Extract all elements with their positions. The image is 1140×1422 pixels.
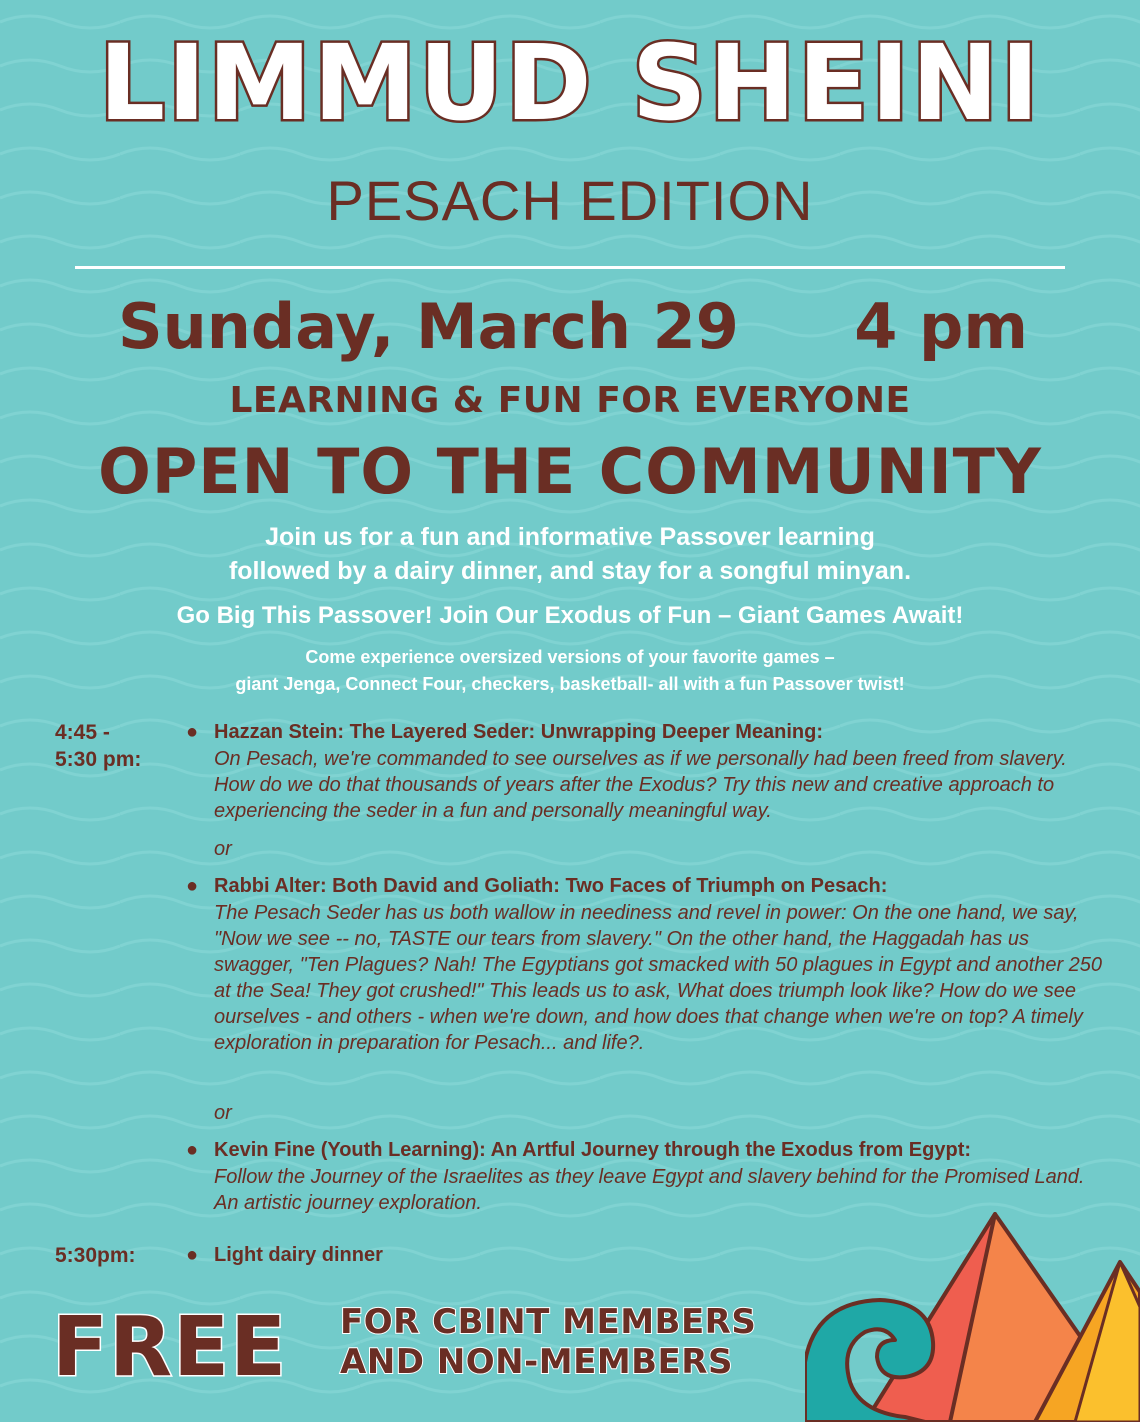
- members-line: FOR CBINT MEMBERS: [340, 1302, 757, 1342]
- session-description: Follow the Journey of the Israelites as they leave Egypt and slavery behind for the Promised Land. An artistic journey exploration.: [214, 1166, 1085, 1214]
- bullet-icon: ●: [186, 1139, 199, 1161]
- event-tagline: LEARNING & FUN FOR EVERYONE: [229, 380, 911, 421]
- members-line: AND NON-MEMBERS: [340, 1342, 733, 1382]
- session-title: Rabbi Alter: Both David and Goliath: Two Faces of Triumph on Pesach:: [214, 875, 888, 897]
- slot-time: 5:30 pm:: [55, 748, 142, 771]
- event-time: 4 pm: [854, 290, 1028, 363]
- event-date: Sunday, March 29: [118, 290, 739, 363]
- event-date-time: [118, 290, 1038, 363]
- games-line: giant Jenga, Connect Four, checkers, basketball- all with a fun Passover twist!: [235, 674, 905, 694]
- or-separator: or: [214, 838, 232, 860]
- games-description: [0, 644, 1140, 698]
- games-line: Come experience oversized versions of your favorite games –: [305, 647, 835, 667]
- free-label: FREE: [52, 1300, 288, 1395]
- session-title: Kevin Fine (Youth Learning): An Artful Journey through the Exodus from Egypt:: [214, 1139, 972, 1161]
- members-text: [340, 1302, 756, 1382]
- bullet-icon: ●: [186, 1244, 199, 1266]
- flyer-title: LIMMUD SHEINI: [98, 22, 1042, 144]
- intro-line: followed by a dairy dinner, and stay for a songful minyan.: [228, 557, 912, 585]
- games-headline: Go Big This Passover! Join Our Exodus of Fun – Giant Games Await!: [176, 602, 964, 629]
- open-to-community: OPEN TO THE COMMUNITY: [98, 435, 1042, 508]
- intro-text: [0, 520, 1140, 588]
- slot-time: 5:30pm:: [55, 1244, 136, 1267]
- intro-line: Join us for a fun and informative Passover learning: [265, 523, 875, 551]
- pyramids-wave-illustration: [805, 1212, 1140, 1422]
- dinner-item: Light dairy dinner: [214, 1244, 383, 1266]
- session-description: On Pesach, we're commanded to see ourselves as if we personally had been freed from slavery. How do we do that thousands of years after the Exodus? Try this new and creative approach to experiencing the seder in a fun and personally meaningful way.: [214, 748, 1067, 822]
- bullet-icon: ●: [186, 721, 199, 743]
- slot-time: 4:45 -: [55, 721, 110, 744]
- bullet-icon: ●: [186, 875, 199, 897]
- session-description: The Pesach Seder has us both wallow in neediness and revel in power: On the one hand, we say, "Now we see -- no, TASTE our tears from slavery." On the other hand, the Haggadah has us swagger, "Ten Plagues? Nah! The Egyptians got smacked with 50 plagues in Egypt and another 250 at the Sea! They got crushed!" This leads us to ask, What does triumph look like? How do we see ourselves - and others - when we're down, and how does that change when we're on top? A timely exploration in preparation for Pesach... and life?.: [214, 902, 1103, 1054]
- or-separator: or: [214, 1102, 232, 1124]
- divider-line: [75, 266, 1065, 269]
- flyer-subtitle: PESACH EDITION: [326, 169, 814, 232]
- session-title: Hazzan Stein: The Layered Seder: Unwrapping Deeper Meaning:: [214, 721, 824, 743]
